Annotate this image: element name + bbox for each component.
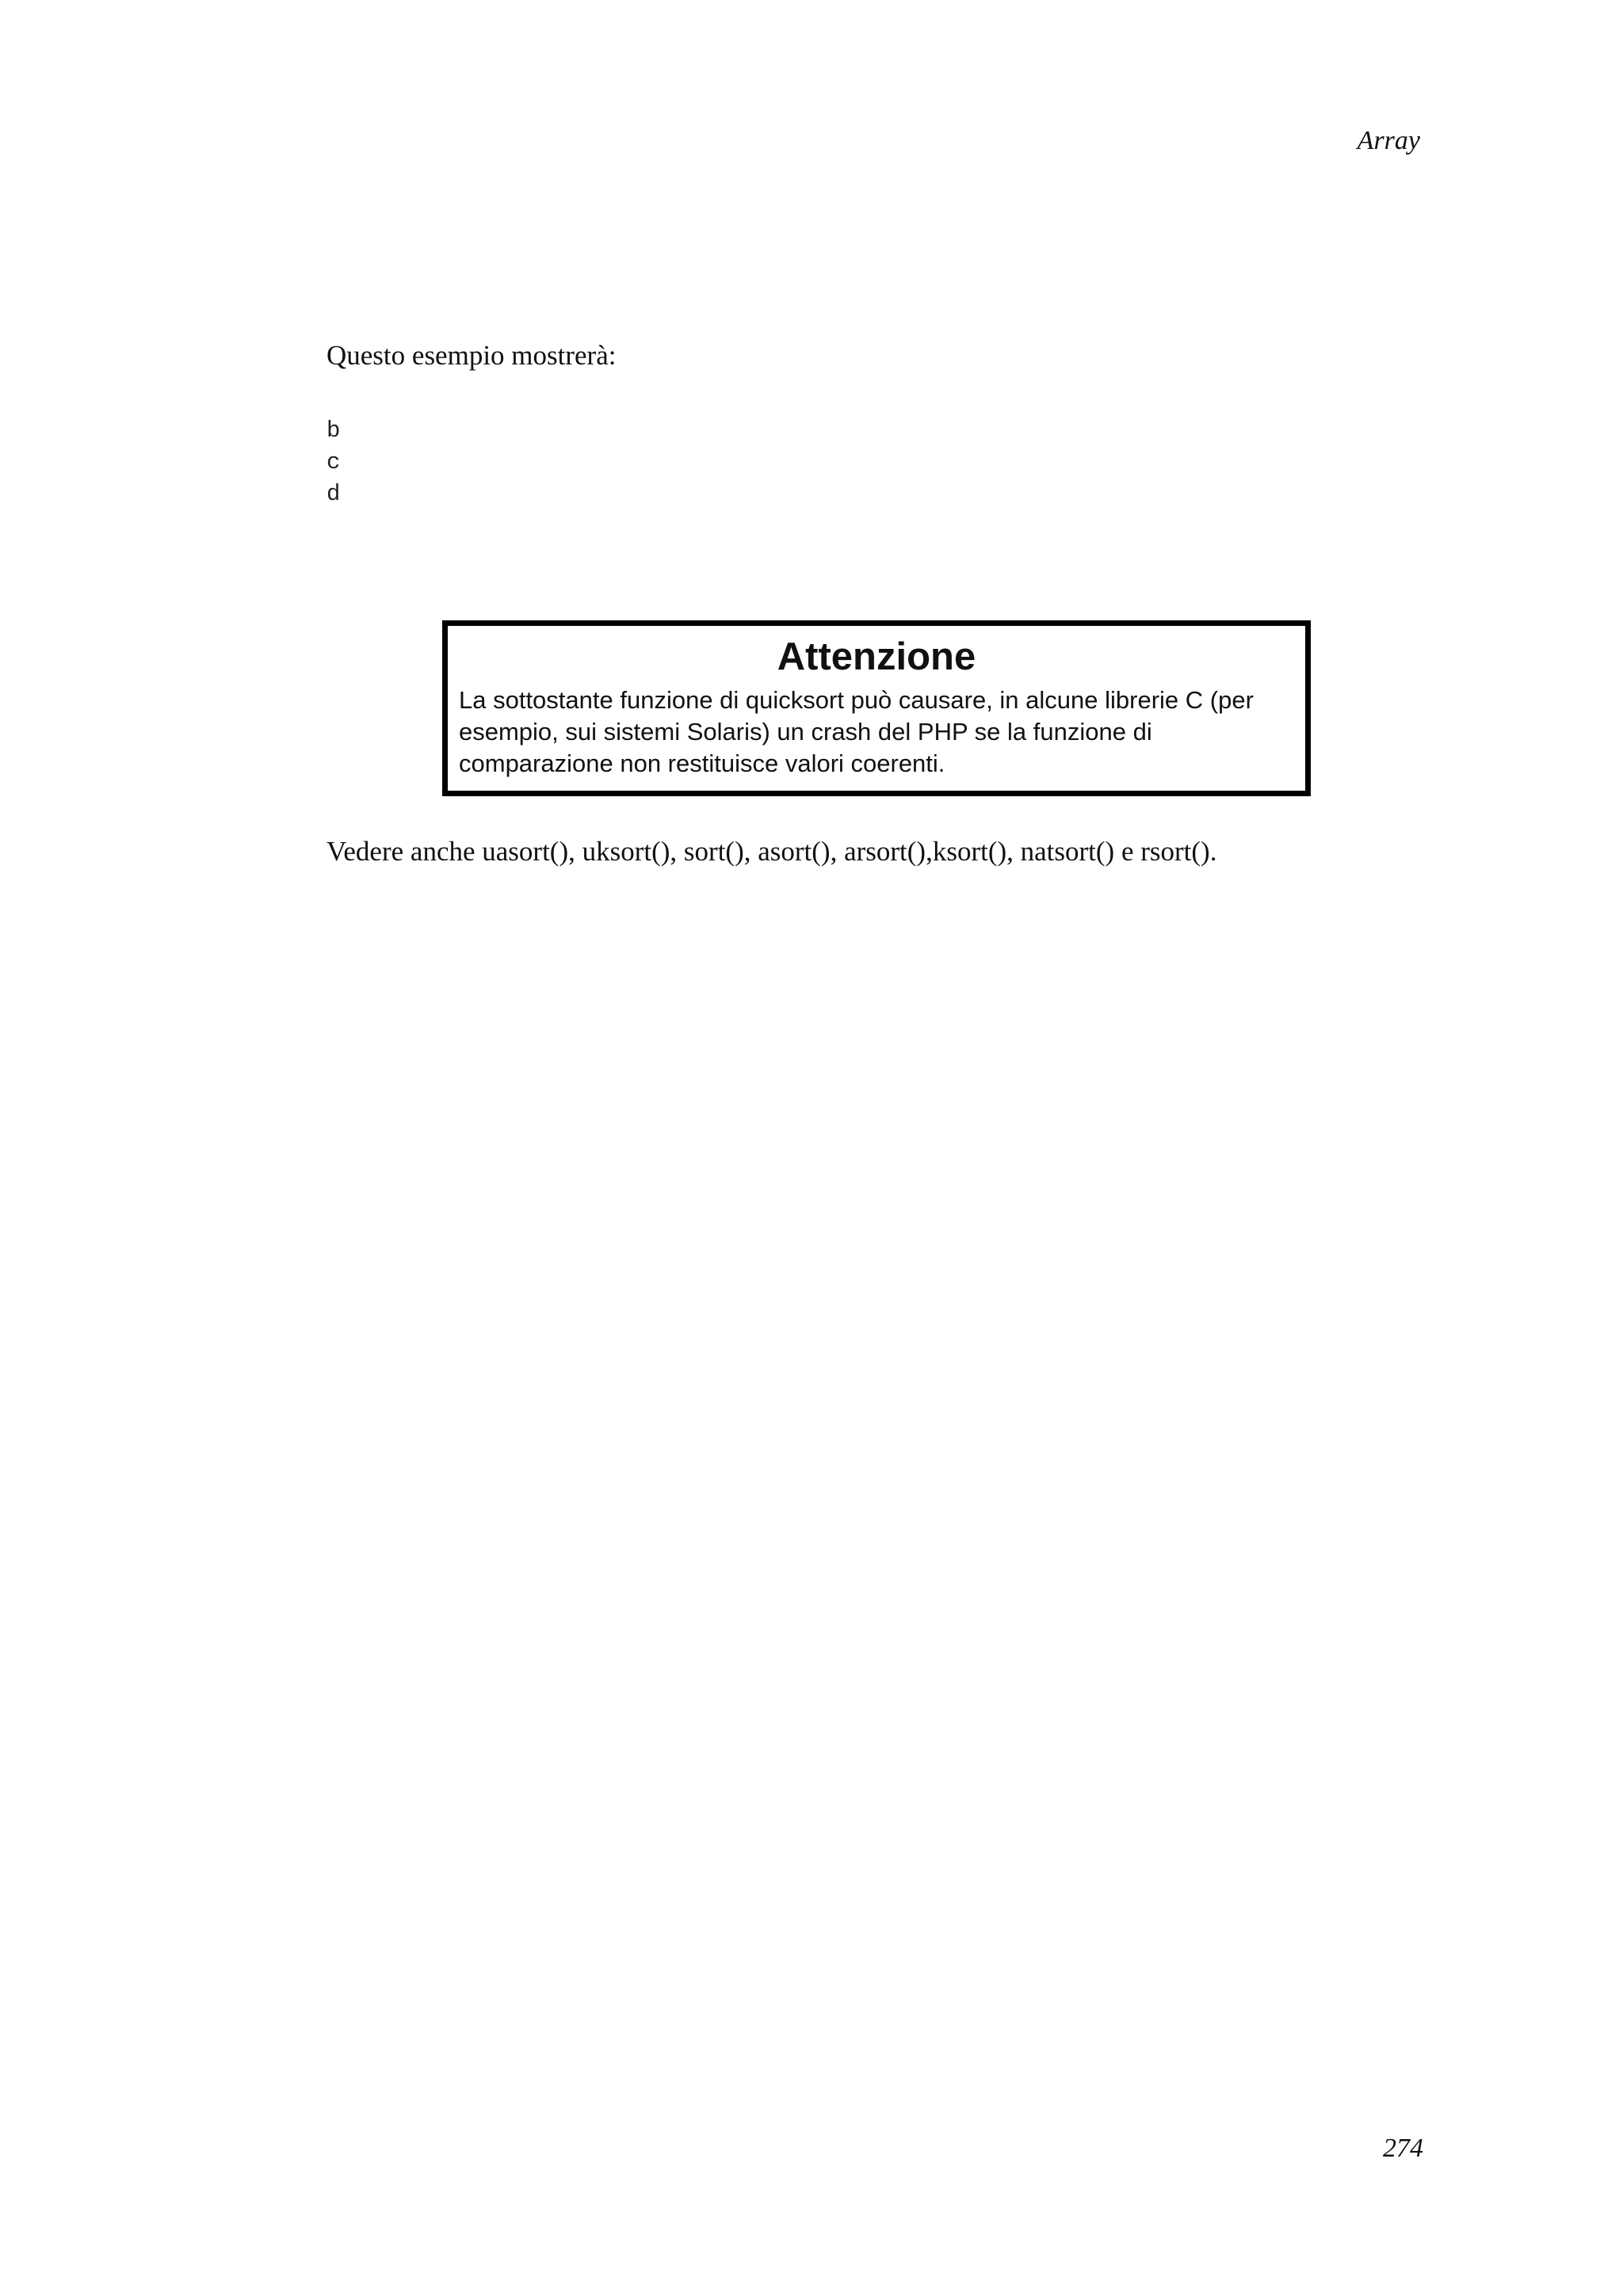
running-header: Array: [1357, 126, 1420, 155]
intro-text: Questo esempio mostrerà:: [327, 340, 617, 371]
output-line: b: [327, 418, 341, 444]
example-output: [327, 415, 340, 510]
output-line: d: [327, 481, 341, 507]
warning-title: Attenzione: [777, 635, 976, 678]
page-number: 274: [1383, 2134, 1423, 2163]
warning-text: La sottostante funzione di quicksort può causare, in alcune librerie C (per esempio, sui sistemi Solaris) un crash del PHP se la funzione di comparazione non restituisce valori coerenti.: [459, 686, 1254, 777]
warning-box: [442, 620, 1311, 796]
see-also-text: Vedere anche uasort(), uksort(), sort(), asort(), arsort(),ksort(), natsort() e rsort().: [327, 836, 1217, 867]
output-line: c: [327, 449, 341, 475]
